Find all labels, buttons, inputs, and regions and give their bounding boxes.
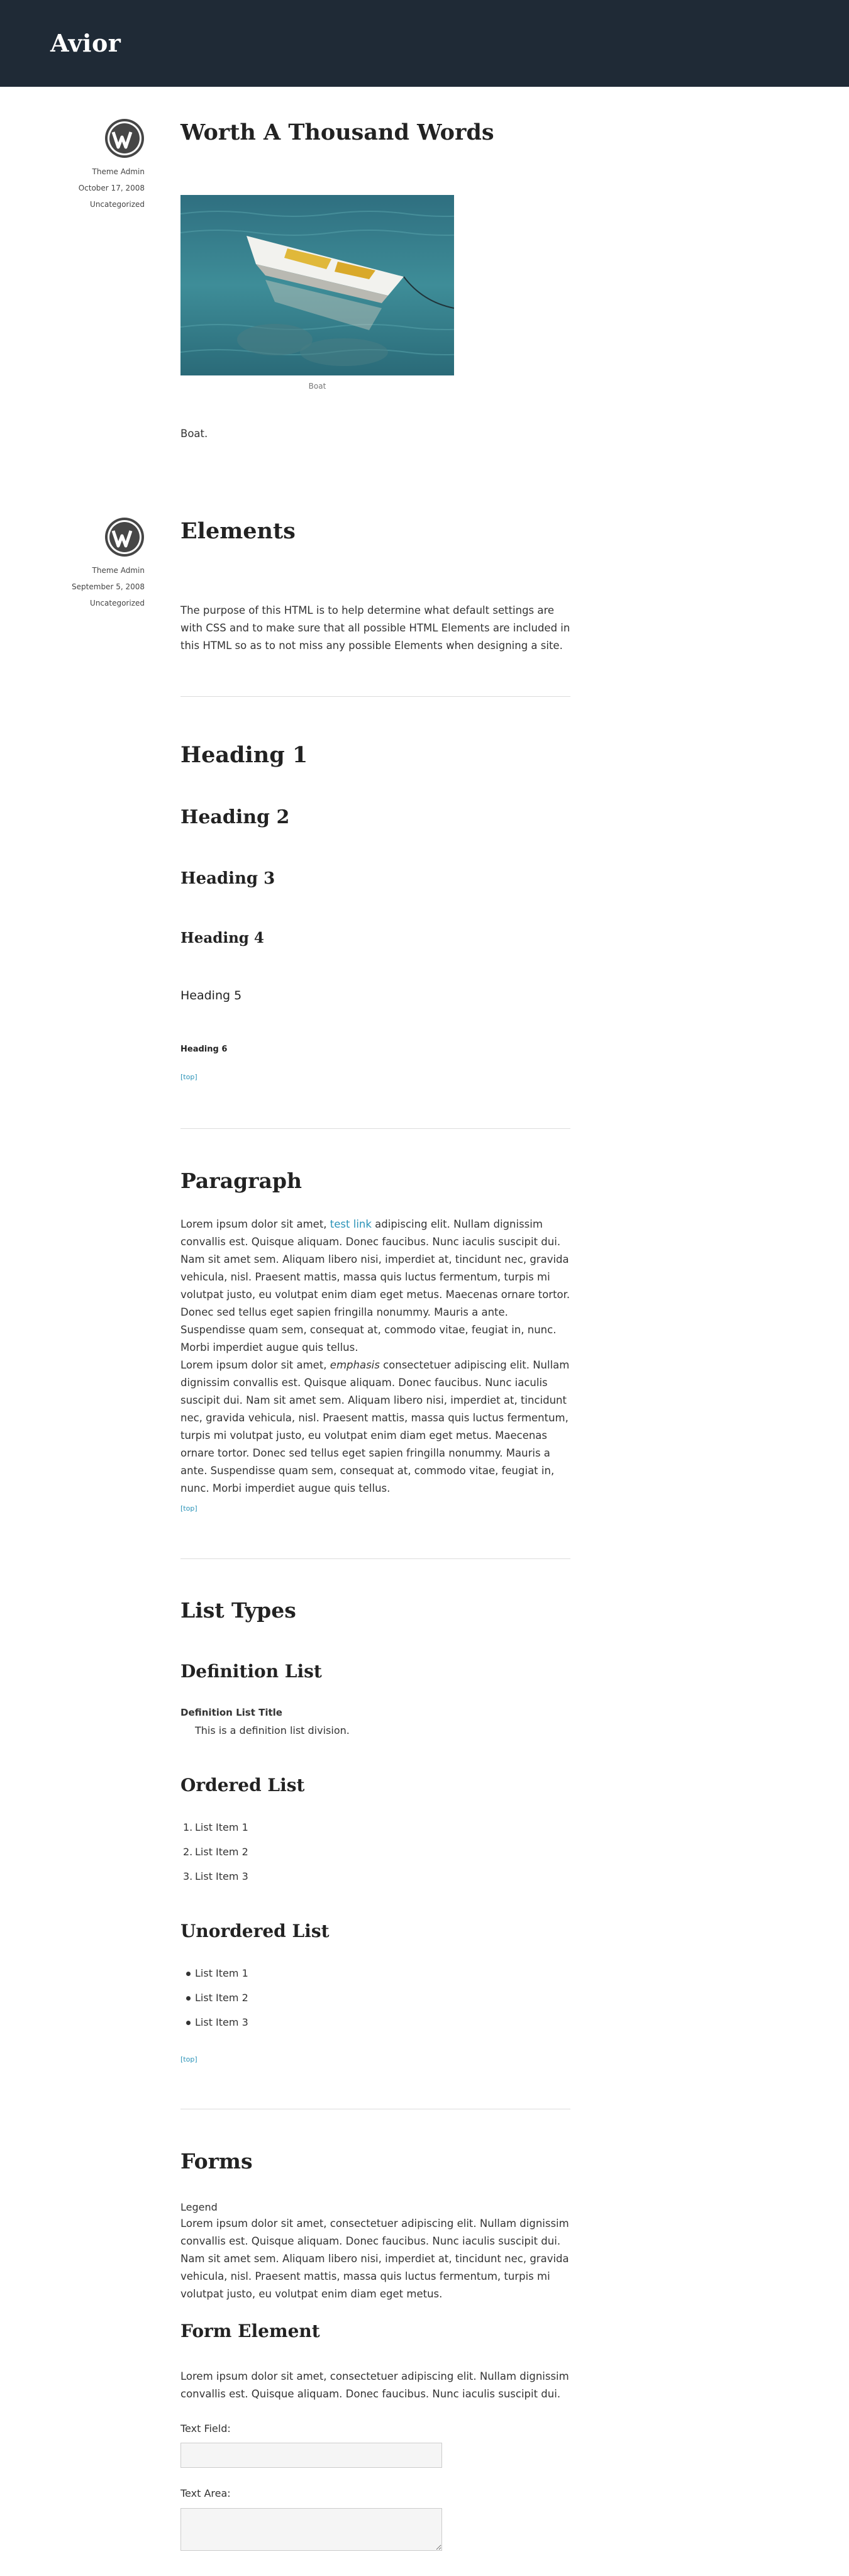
boat-image <box>180 195 454 375</box>
list-number: 1. <box>183 1821 193 1833</box>
divider <box>180 1558 570 1559</box>
heading-3: Heading 3 <box>180 869 275 888</box>
paragraph-2-start: Lorem ipsum dolor sit amet, <box>180 1359 330 1371</box>
heading-6: Heading 6 <box>180 1045 228 1054</box>
bullet-icon <box>186 1996 191 2001</box>
list-item: List Item 3 <box>195 2016 248 2028</box>
paragraph-2-rest: consectetuer adipiscing elit. Nullam dignissim convallis est. Quisque aliquam. Donec faucibus. Nunc iaculis suscipit dui. Nam sit amet sem. Aliquam libero nisi, imperdiet at, tincidunt nec, gravida vehicula, nisl. Praesent mattis, massa quis luctus fermentum, turpis mi volutpat justo, eu volutpat enim diam eget metus. Maecenas ornare tortor. Donec sed tellus eget sapien fringilla nonummy. Mauris a ante. Suspendisse quam sem, consequat at, commodo vitae, feugiat in, nunc. Morbi imperdiet augue quis tellus. <box>180 1359 570 1494</box>
emphasis-text: emphasis <box>330 1359 380 1371</box>
form-legend: Legend <box>180 2201 218 2213</box>
top-link[interactable]: [top] <box>180 1073 197 1081</box>
form-element-text: Lorem ipsum dolor sit amet, consectetuer adipiscing elit. Nullam dignissim convallis est. Quisque aliquam. Donec faucibus. Nunc iaculis suscipit dui. <box>180 2370 569 2400</box>
paragraph-1 <box>180 1216 570 1357</box>
post-title[interactable]: Worth A Thousand Words <box>180 119 494 145</box>
list-item: List Item 2 <box>195 1992 248 2004</box>
list-number: 3. <box>183 1870 193 1882</box>
ordered-list-title: Ordered List <box>180 1775 305 1796</box>
post-date[interactable]: October 17, 2008 <box>78 184 145 192</box>
wordpress-logo-icon[interactable] <box>104 517 145 557</box>
wordpress-logo-icon[interactable] <box>104 118 145 158</box>
list-item: List Item 2 <box>195 1846 248 1858</box>
text-field-label: Text Field: <box>180 2423 231 2434</box>
post-meta <box>63 517 145 608</box>
unordered-list-title: Unordered List <box>180 1921 330 1941</box>
bullet-icon <box>186 2021 191 2025</box>
heading-5: Heading 5 <box>180 989 242 1002</box>
definition-list-title: Definition List <box>180 1661 322 1682</box>
divider <box>180 696 570 697</box>
heading-2: Heading 2 <box>180 806 290 828</box>
divider <box>180 1128 570 1129</box>
post-body: Boat. <box>180 428 208 440</box>
site-title[interactable]: Avior <box>50 29 121 57</box>
paragraph-2 <box>180 1357 570 1497</box>
post-category[interactable]: Uncategorized <box>90 200 145 209</box>
section-title-paragraph: Paragraph <box>180 1169 302 1193</box>
heading-4: Heading 4 <box>180 930 264 947</box>
text-field-input[interactable] <box>180 2443 442 2468</box>
section-title-forms: Forms <box>180 2149 253 2174</box>
list-item: List Item 1 <box>195 1967 248 1979</box>
post-category[interactable]: Uncategorized <box>90 599 145 608</box>
list-item: List Item 3 <box>195 1870 248 1882</box>
top-link[interactable]: [top] <box>180 2055 197 2063</box>
post-date[interactable]: September 5, 2008 <box>72 582 145 591</box>
post-author[interactable]: Theme Admin <box>92 566 145 575</box>
site-header <box>0 0 849 87</box>
post-title[interactable]: Elements <box>180 518 296 544</box>
post-intro: The purpose of this HTML is to help determine what default settings are with CSS and to make sure that all possible HTML Elements are included in this HTML so as to not miss any possible Elements when designing a site. <box>180 604 570 652</box>
text-area-label: Text Area: <box>180 2487 231 2499</box>
heading-1: Heading 1 <box>180 742 308 768</box>
text-area-input[interactable] <box>180 2508 442 2551</box>
section-title-lists: List Types <box>180 1598 296 1623</box>
post-meta <box>63 118 145 209</box>
bullet-icon <box>186 1972 191 1976</box>
legend-text: Lorem ipsum dolor sit amet, consectetuer adipiscing elit. Nullam dignissim convallis est. Quisque aliquam. Donec faucibus. Nunc iaculis suscipit dui. Nam sit amet sem. Aliquam libero nisi, imperdiet at, tincidunt nec, gravida vehicula, nisl. Praesent mattis, massa quis luctus fermentum, turpis mi volutpat justo, eu volutpat enim diam eget metus. <box>180 2218 569 2300</box>
list-item: List Item 1 <box>195 1821 248 1833</box>
form-element-title: Form Element <box>180 2321 320 2341</box>
image-caption: Boat <box>308 382 326 391</box>
paragraph-1-start: Lorem ipsum dolor sit amet, <box>180 1218 330 1230</box>
definition-term: Definition List Title <box>180 1707 282 1718</box>
top-link[interactable]: [top] <box>180 1504 197 1513</box>
test-link[interactable]: test link <box>330 1218 372 1230</box>
post-author[interactable]: Theme Admin <box>92 167 145 176</box>
definition-description: This is a definition list division. <box>195 1724 350 1736</box>
list-number: 2. <box>183 1846 193 1858</box>
paragraph-1-rest: adipiscing elit. Nullam dignissim convallis est. Quisque aliquam. Donec faucibus. Nunc iaculis suscipit dui. Nam sit amet sem. Aliquam libero nisi, imperdiet at, tincidunt nec, gravida vehicula, nisl. Praesent mattis, massa quis luctus fermentum, turpis mi volutpat justo, eu volutpat enim diam eget metus. Maecenas ornare tortor. Donec sed tellus eget sapien fringilla nonummy. Mauris a ante. Suspendisse quam sem, consequat at, commodo vitae, feugiat in, nunc. Morbi imperdiet augue quis tellus. <box>180 1218 570 1353</box>
